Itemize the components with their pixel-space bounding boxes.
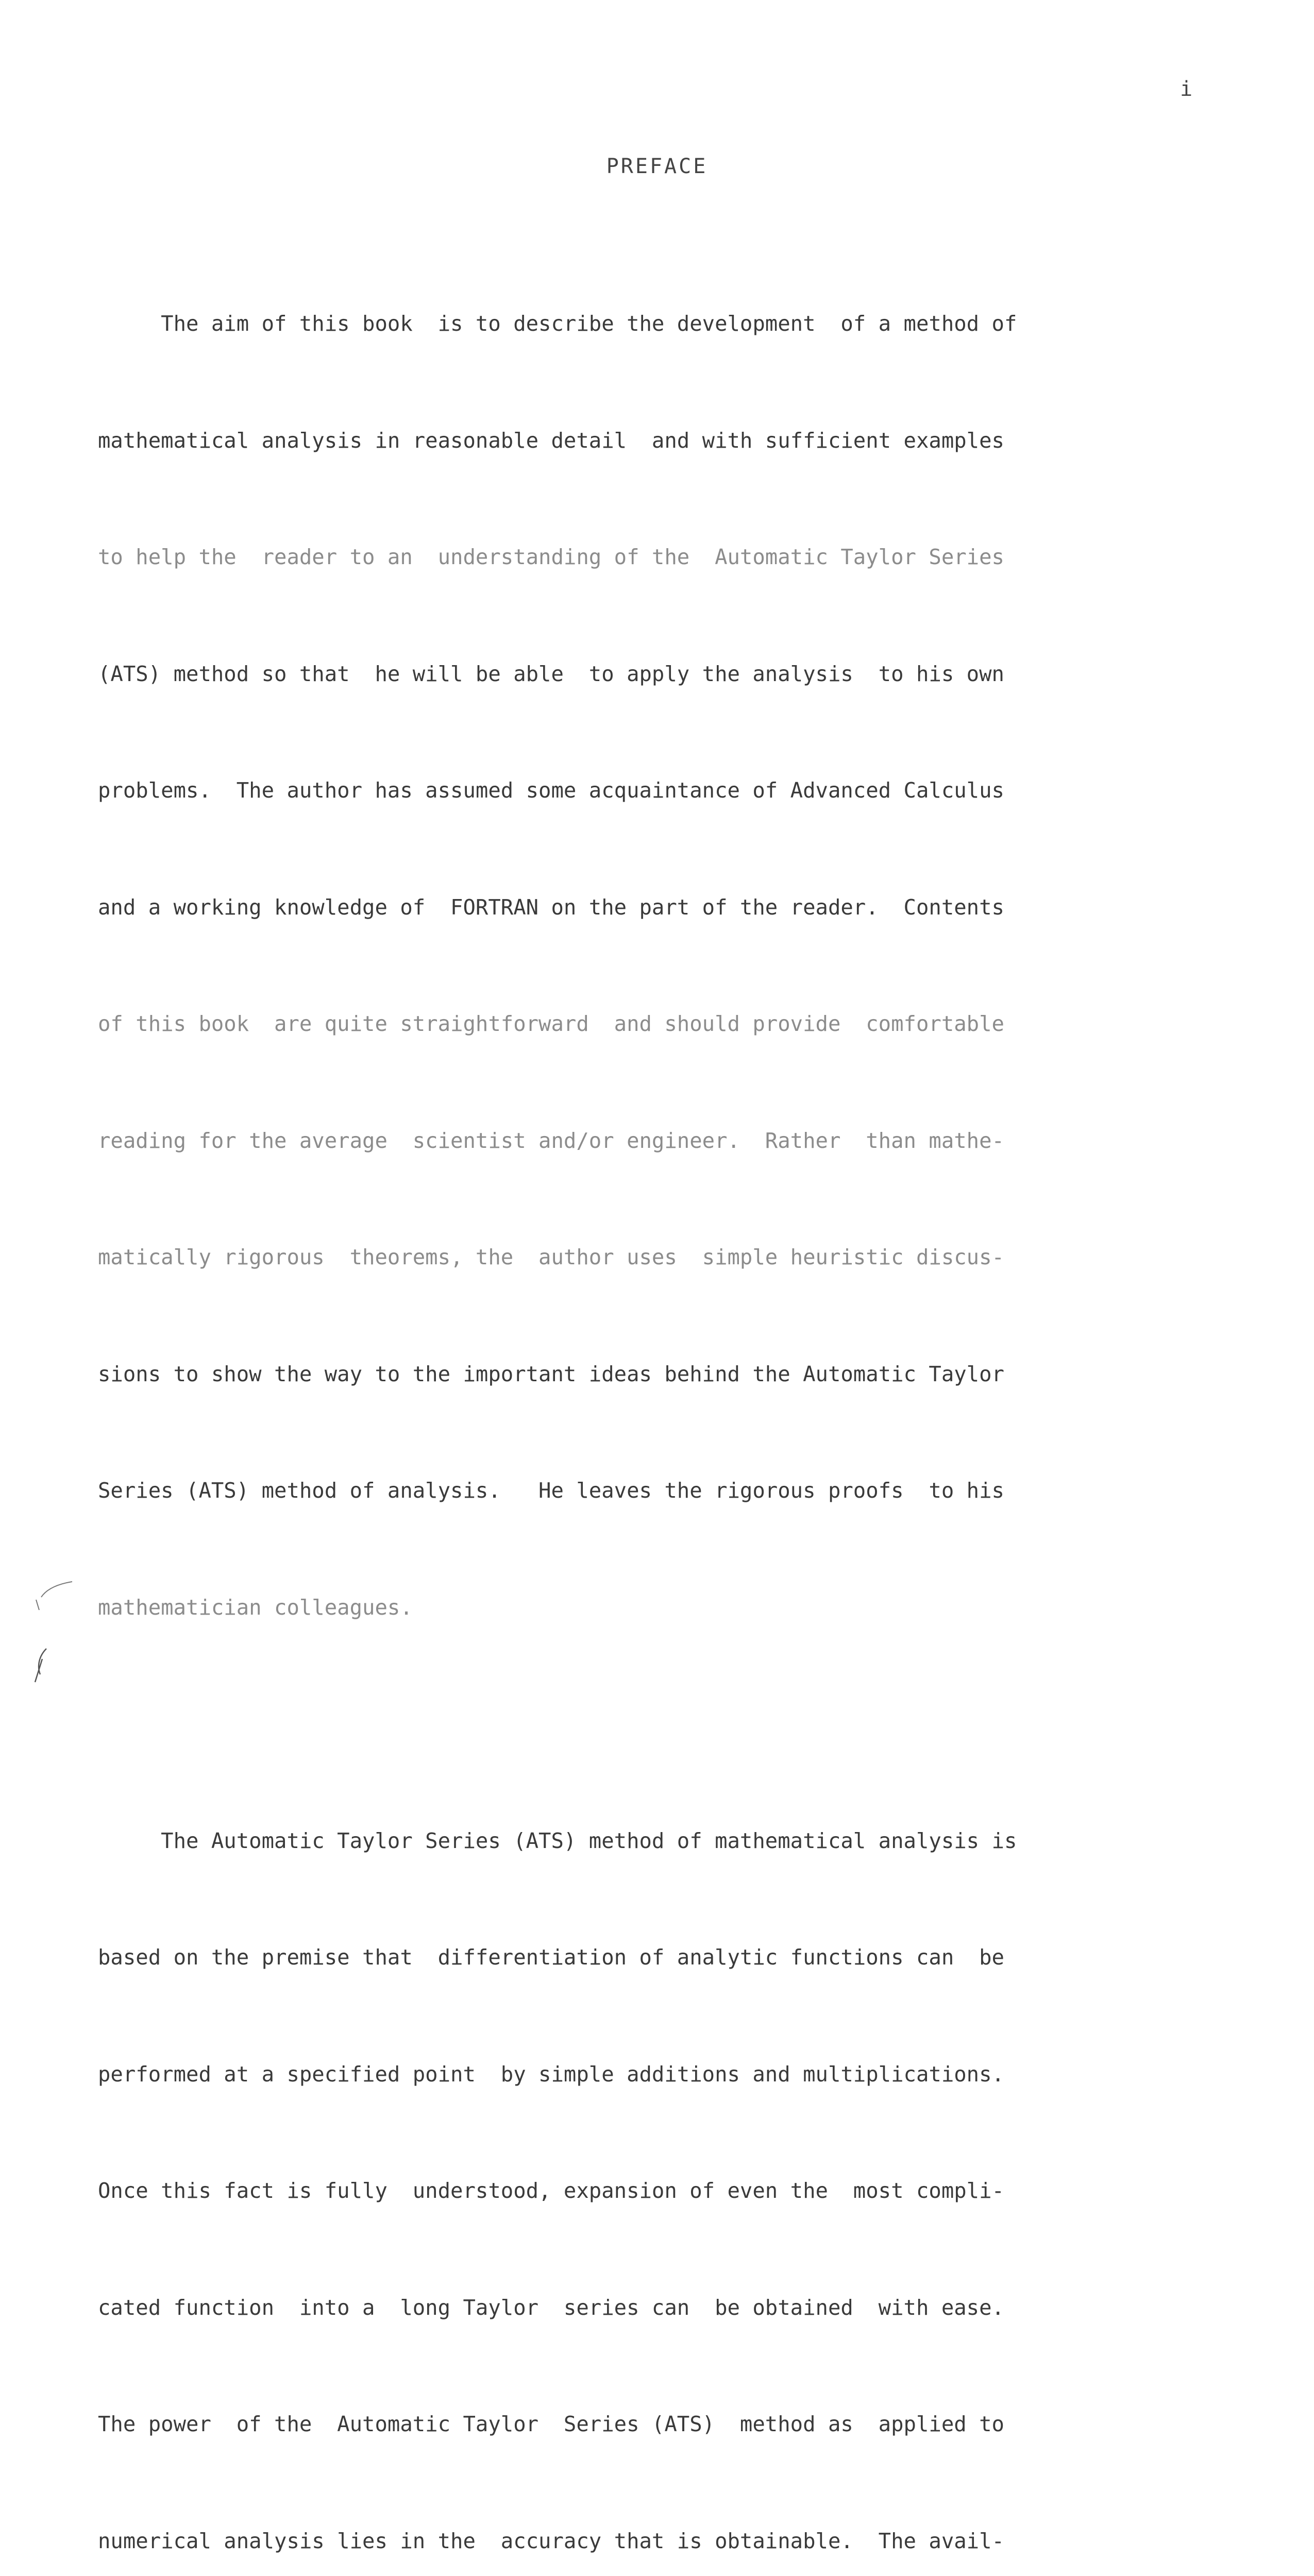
text-line: mathematician colleagues. <box>98 1588 1203 1628</box>
text-line: The Automatic Taylor Series (ATS) method of mathematical analysis is <box>98 1822 1203 1861</box>
text-line: matically rigorous theorems, the author uses simple heuristic discus- <box>98 1238 1203 1277</box>
text-line: of this book are quite straightforward and should provide comfortable <box>98 1005 1203 1044</box>
text-line: Series (ATS) method of analysis. He leaves the rigorous proofs to his <box>98 1471 1203 1511</box>
text-line: based on the premise that differentiation of analytic functions can be <box>98 1938 1203 1977</box>
text-line: Once this fact is fully understood, expansion of even the most compli- <box>98 2172 1203 2211</box>
text-line: reading for the average scientist and/or engineer. Rather than mathe- <box>98 1122 1203 1161</box>
page-number: i <box>1180 77 1193 101</box>
text-line: to help the reader to an understanding of the Automatic Taylor Series <box>98 538 1203 577</box>
text-line: mathematical analysis in reasonable detail and with sufficient examples <box>98 421 1203 461</box>
text-line: performed at a specified point by simple additions and multiplications. <box>98 2055 1203 2094</box>
body-text <box>98 227 1203 2576</box>
text-line: The power of the Automatic Taylor Series (ATS) method as applied to <box>98 2405 1203 2444</box>
text-line: and a working knowledge of FORTRAN on the part of the reader. Contents <box>98 888 1203 927</box>
text-line: sions to show the way to the important ideas behind the Automatic Taylor <box>98 1355 1203 1394</box>
paragraph-2 <box>98 1744 1203 2576</box>
page-title: PREFACE <box>0 155 1314 178</box>
paragraph-1 <box>98 227 1203 1705</box>
text-line: cated function into a long Taylor series can be obtained with ease. <box>98 2289 1203 2328</box>
text-line: The aim of this book is to describe the development of a method of <box>98 304 1203 344</box>
text-line: numerical analysis lies in the accuracy that is obtainable. The avail- <box>98 2522 1203 2561</box>
text-line: problems. The author has assumed some acquaintance of Advanced Calculus <box>98 771 1203 810</box>
pen-mark <box>15 1571 77 1700</box>
text-line: (ATS) method so that he will be able to apply the analysis to his own <box>98 655 1203 694</box>
